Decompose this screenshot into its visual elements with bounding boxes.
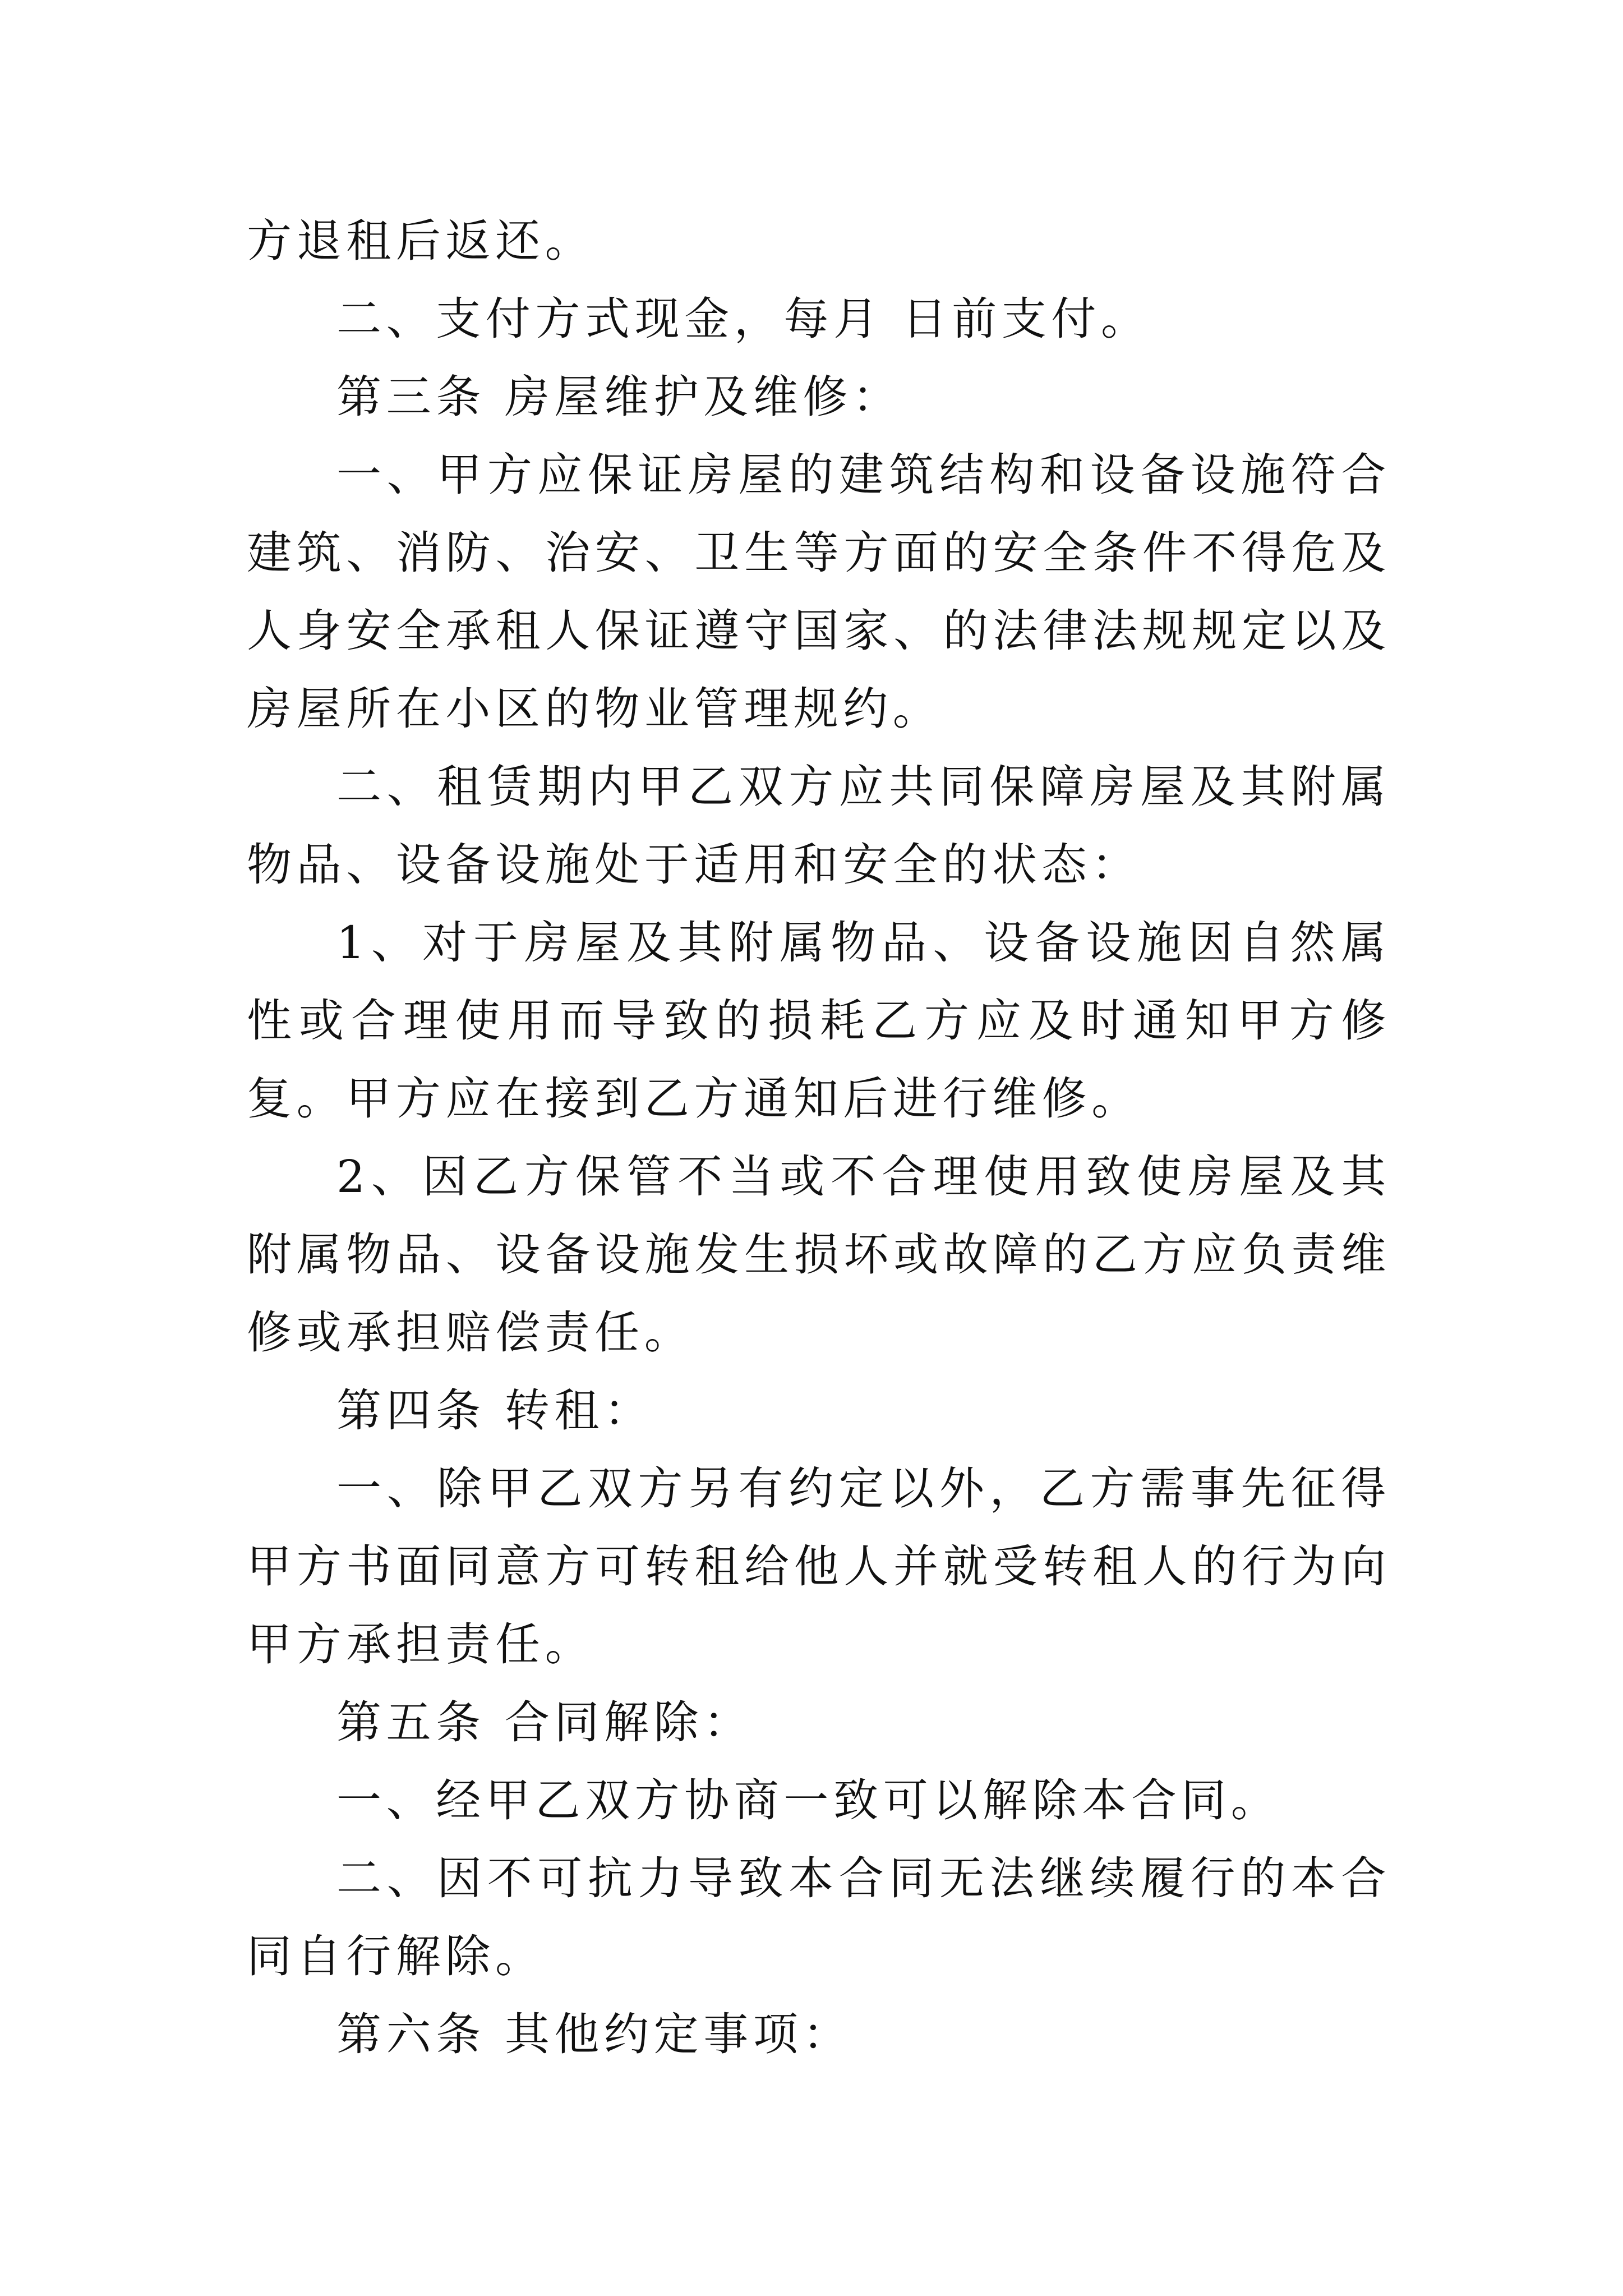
document-body: [247, 202, 1391, 2073]
paragraph: 2、因乙方保管不当或不合理使用致使房屋及其附属物品、设备设施发生损坏或故障的乙方应负责维修或承担赔偿责任。: [247, 1151, 1391, 1359]
section-heading: 第三条 房屋维护及维修：: [336, 371, 902, 423]
section-heading: 第四条 转租：: [336, 1384, 654, 1437]
paragraph: 方退租后返还。: [247, 215, 595, 267]
section-heading: 第五条 合同解除：: [336, 1696, 753, 1749]
paragraph: 二、因不可抗力导致本合同无法继续履行的本合同自行解除。: [247, 1852, 1391, 1982]
paragraph: 一、经甲乙双方协商一致可以解除本合同。: [336, 1774, 1281, 1826]
paragraph: 二、租赁期内甲乙双方应共同保障房屋及其附属物品、设备设施处于适用和安全的状态：: [247, 761, 1391, 891]
paragraph: 一、甲方应保证房屋的建筑结构和设备设施符合建筑、消防、治安、卫生等方面的安全条件不得危及人身安全承租人保证遵守国家、的法律法规规定以及房屋所在小区的物业管理规约。: [247, 449, 1391, 735]
paragraph: 一、除甲乙双方另有约定以外，乙方需事先征得甲方书面同意方可转租给他人并就受转租人的行为向甲方承担责任。: [247, 1462, 1391, 1671]
paragraph: 二、支付方式现金，每月 日前支付。: [336, 293, 1151, 345]
paragraph: 1、对于房屋及其附属物品、设备设施因自然属性或合理使用而导致的损耗乙方应及时通知甲方修复。甲方应在接到乙方通知后进行维修。: [247, 917, 1391, 1125]
section-heading: 第六条 其他约定事项：: [336, 2008, 853, 2060]
